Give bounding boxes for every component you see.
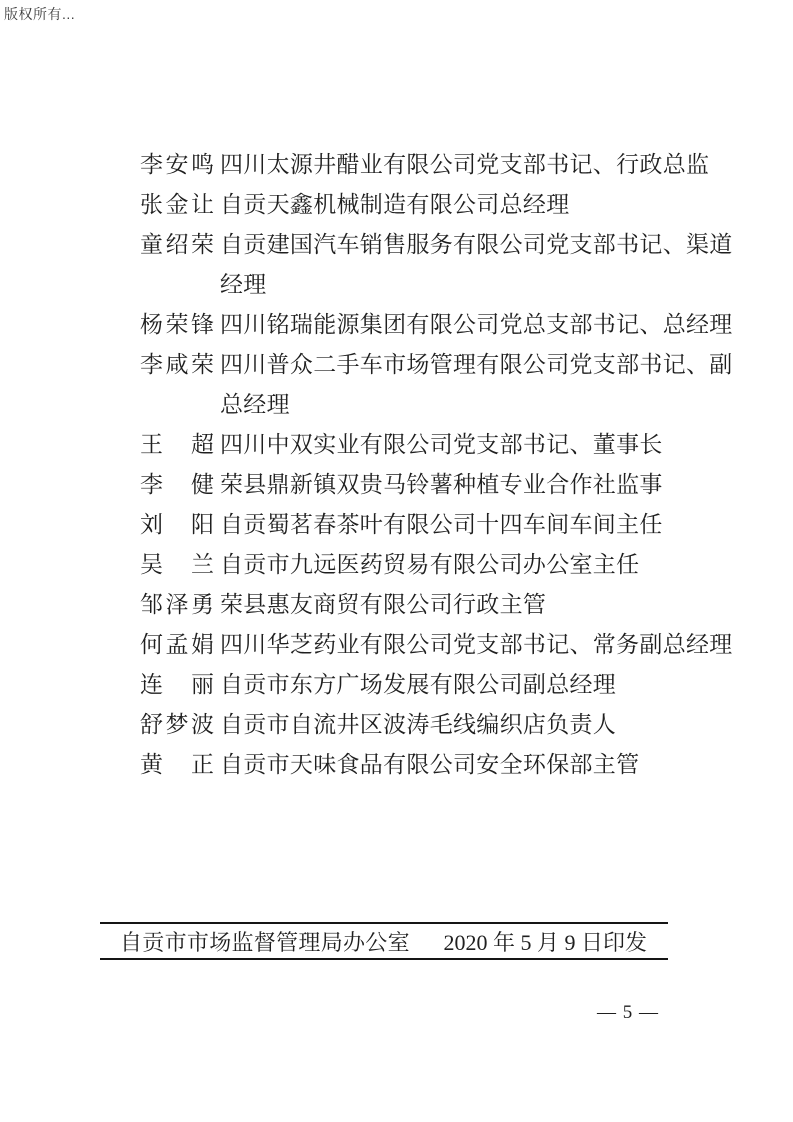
roster-entry <box>140 465 733 505</box>
page-number: — 5 — <box>597 1002 659 1023</box>
roster-entry <box>140 225 733 305</box>
roster-entry <box>140 185 733 225</box>
position-line: 四川太源井醋业有限公司党支部书记、行政总监 <box>220 152 710 177</box>
roster-entry <box>140 625 733 665</box>
person-name: 李 咸 荣 <box>140 352 214 377</box>
roster-entry <box>140 425 733 465</box>
roster-entry <box>140 305 733 345</box>
person-position <box>220 185 570 225</box>
person-position <box>220 305 733 345</box>
person-position <box>220 585 546 625</box>
print-date: 2020 年 5 月 9 日印发 <box>443 929 647 955</box>
person-position <box>220 425 663 465</box>
person-name: 黄 正 <box>140 752 214 777</box>
person-position <box>220 465 663 505</box>
person-position <box>220 705 616 745</box>
roster-entry <box>140 745 733 785</box>
person-position <box>220 505 663 545</box>
position-line: 自贡蜀茗春茶叶有限公司十四车间车间主任 <box>220 512 663 537</box>
roster-entry <box>140 145 733 185</box>
position-line: 四川中双实业有限公司党支部书记、董事长 <box>220 432 663 457</box>
position-line: 自贡建国汽车销售服务有限公司党支部书记、渠道 <box>220 232 733 257</box>
issuing-office: 自贡市市场监督管理局办公室 <box>120 929 410 955</box>
person-position <box>220 625 733 665</box>
position-line: 荣县惠友商贸有限公司行政主管 <box>220 592 547 617</box>
roster-entry <box>140 505 733 545</box>
document-footer <box>120 925 647 957</box>
position-line: 四川铭瑞能源集团有限公司党总支部书记、总经理 <box>220 312 733 337</box>
person-name: 张 金 让 <box>140 192 214 217</box>
position-line: 荣县鼎新镇双贵马铃薯种植专业合作社监事 <box>220 472 663 497</box>
person-name: 舒 梦 波 <box>140 712 214 737</box>
person-name: 邹 泽 勇 <box>140 592 214 617</box>
person-name: 杨 荣 锋 <box>140 312 214 337</box>
person-position <box>220 545 639 585</box>
person-name: 童 绍 荣 <box>140 232 214 257</box>
person-name: 王 超 <box>140 432 214 457</box>
person-position <box>220 145 709 185</box>
position-line: 自贡市东方广场发展有限公司副总经理 <box>220 672 617 697</box>
roster-entry <box>140 665 733 705</box>
roster-list <box>140 145 733 785</box>
person-name: 吴 兰 <box>140 552 214 577</box>
roster-entry <box>140 545 733 585</box>
copyright-watermark: 版权所有... <box>4 6 76 22</box>
roster-entry <box>140 705 733 745</box>
person-name: 李 安 鸣 <box>140 152 214 177</box>
person-name: 李 健 <box>140 472 214 497</box>
person-position <box>220 345 733 425</box>
position-line: 四川华芝药业有限公司党支部书记、常务副总经理 <box>220 632 733 657</box>
roster-entry <box>140 345 733 425</box>
person-name: 连 丽 <box>140 672 214 697</box>
person-name: 何 孟 娟 <box>140 632 214 657</box>
position-line: 四川普众二手车市场管理有限公司党支部书记、副 <box>220 352 733 377</box>
position-line: 经理 <box>220 272 267 297</box>
position-line: 自贡天鑫机械制造有限公司总经理 <box>220 192 570 217</box>
position-line: 自贡市九远医药贸易有限公司办公室主任 <box>220 552 640 577</box>
footer-rule-top <box>100 922 668 924</box>
person-position <box>220 225 733 305</box>
person-name: 刘 阳 <box>140 512 214 537</box>
position-line: 自贡市自流井区波涛毛线编织店负责人 <box>220 712 617 737</box>
position-line: 总经理 <box>220 392 290 417</box>
footer-rule-bottom <box>100 958 668 960</box>
roster-entry <box>140 585 733 625</box>
person-position <box>220 745 639 785</box>
position-line: 自贡市天味食品有限公司安全环保部主管 <box>220 752 640 777</box>
person-position <box>220 665 616 705</box>
